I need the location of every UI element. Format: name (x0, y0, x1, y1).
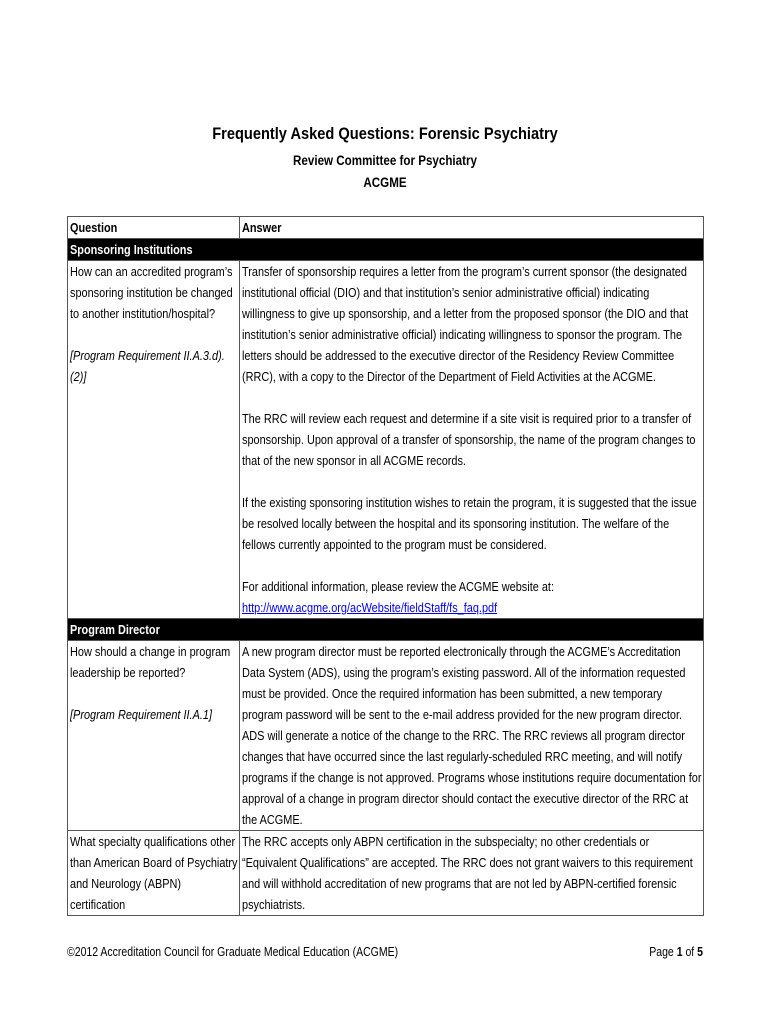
table-row (68, 641, 704, 831)
answer-cell (240, 261, 704, 619)
copyright-notice: ©2012 Accreditation Council for Graduate Medical Education (ACGME) (67, 945, 399, 959)
question-cell (68, 641, 240, 831)
document-subtitle-committee: Review Committee for Psychiatry (293, 153, 477, 168)
column-header-answer: Answer (240, 217, 704, 239)
table-header-row (68, 217, 704, 239)
answer-cell (240, 831, 704, 916)
question-text: How should a change in program leadership be reported? (70, 644, 231, 680)
answer-paragraph: The RRC will review each request and determine if a site visit is required prior to a transfer of sponsorship. Upon approval of a transfer of sponsorship, the name of the program changes to that of the new sponsor in all ACGME records. (242, 411, 696, 468)
page-number: Page 1 of 5 (649, 945, 703, 959)
answer-paragraph: A new program director must be reported electronically through the ACGME’s Accreditation Data System (ADS), using the program’s existing password. All of the information requested must be provided. Once the required information has been submitted, a new temporary program password will be sent to the e-mail address provided for the new program director. ADS will generate a notice of the change to the RRC. The RRC reviews all program director changes that have occurred since the last regularly-scheduled RRC meeting, and will notify programs if the change is not approved. Programs whose institutions require documentation for approval of a change in program director should contact the executive director of the RRC at the ACGME. (242, 644, 702, 827)
question-text: What specialty qualifications other than American Board of Psychiatry and Neurology (ABPN) certification (70, 834, 238, 912)
section-title: Sponsoring Institutions (70, 242, 193, 257)
section-header-program-director (68, 619, 704, 641)
program-requirement-reference: [Program Requirement II.A.3.d).(2)] (70, 348, 225, 384)
answer-cell (240, 641, 704, 831)
document-subtitle-org: ACGME (363, 175, 407, 190)
document-title: Frequently Asked Questions: Forensic Psychiatry (212, 124, 558, 143)
column-header-question: Question (68, 217, 240, 239)
question-cell (68, 831, 240, 916)
faq-table (67, 216, 704, 916)
table-row (68, 831, 704, 916)
question-cell (68, 261, 240, 619)
answer-paragraph: If the existing sponsoring institution wishes to retain the program, it is suggested that the issue be resolved locally between the hospital and its sponsoring institution. The welfare of the fellows currently appointed to the program must be considered. (242, 495, 697, 552)
question-text: How can an accredited program’s sponsoring institution be changed to another institution/hospital? (70, 264, 233, 321)
acgme-faq-link[interactable]: http://www.acgme.org/acWebsite/fieldStaff/fs_faq.pdf (242, 600, 498, 615)
section-header-sponsoring-institutions (68, 239, 704, 261)
answer-paragraph: The RRC accepts only ABPN certification in the subspecialty; no other credentials or “Equivalent Qualifications” are accepted. The RRC does not grant waivers to this requirement and will withhold accreditation of new programs that are not led by ABPN-certified forensic psychiatrists. (242, 834, 693, 912)
answer-paragraph: Transfer of sponsorship requires a letter from the program’s current sponsor (the designated institutional official (DIO) and that institution’s senior administrative official) indicating willingness to give up sponsorship, and a letter from the proposed sponsor (the DIO and that institution’s senior administrative official) indicating willingness to sponsor the program. The letters should be addressed to the executive director of the Residency Review Committee (RRC), with a copy to the Director of the Department of Field Activities at the ACGME. (242, 264, 689, 384)
answer-paragraph: For additional information, please review the ACGME website at: (242, 579, 554, 594)
program-requirement-reference: [Program Requirement II.A.1] (70, 707, 213, 722)
section-title: Program Director (70, 622, 160, 637)
table-row (68, 261, 704, 619)
